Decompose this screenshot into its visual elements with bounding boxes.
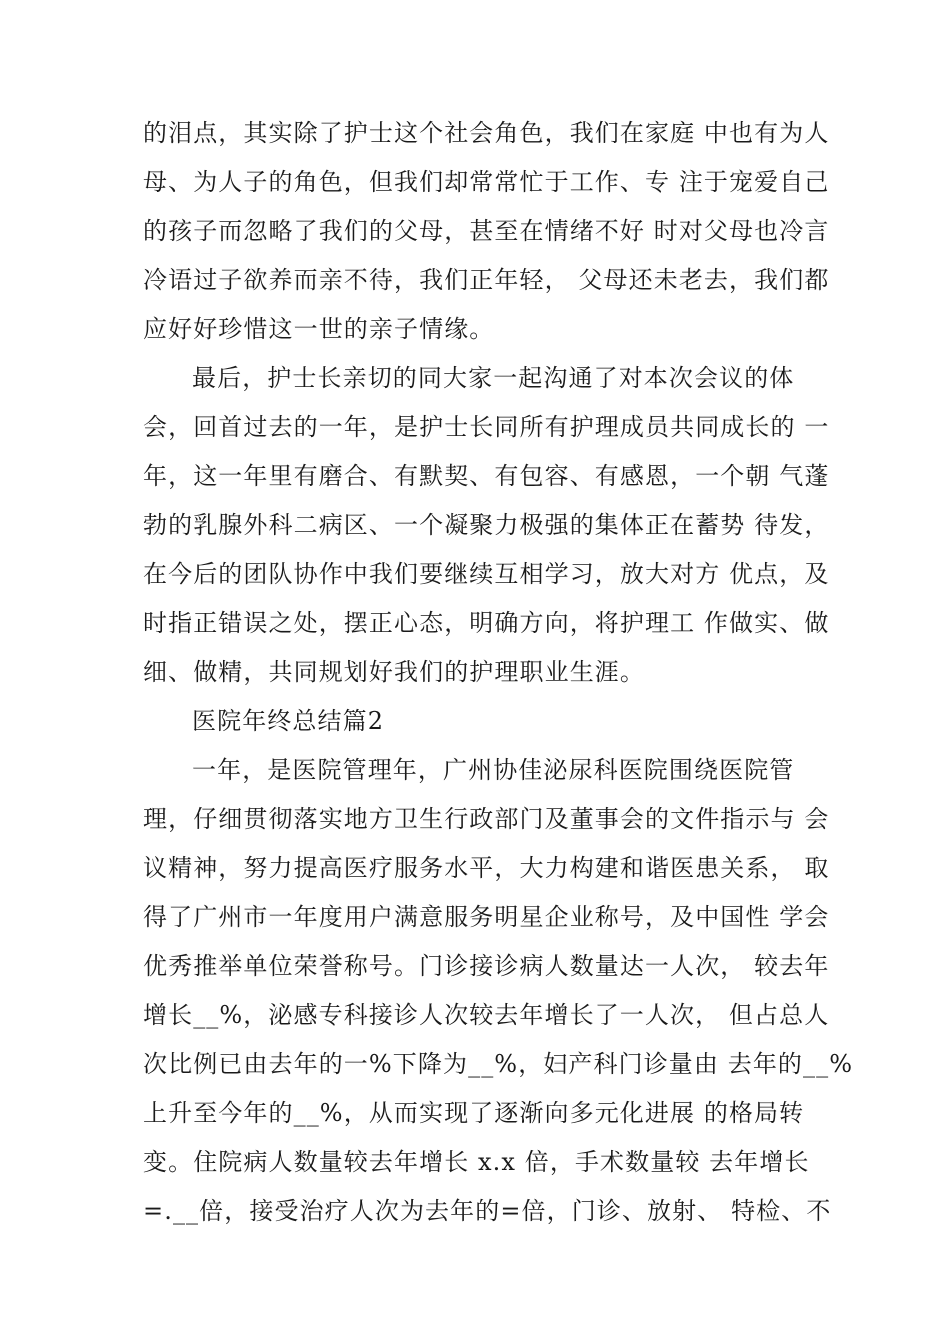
text-line: 细、做精，共同规划好我们的护理职业生涯。 (143, 658, 645, 686)
text-line: 勃的乳腺外科二病区、一个凝聚力极强的集体正在蓄势 待发， (143, 511, 830, 539)
text-line: 理，仔细贯彻落实地方卫生行政部门及董事会的文件指示与 会 (143, 805, 830, 833)
text-line: 应好好珍惜这一世的亲子情缘。 (143, 315, 495, 343)
text-line: 会，回首过去的一年，是护士长同所有护理成员共同成长的 一 (143, 413, 830, 441)
text-line: 时指正错误之处，摆正心态，明确方向，将护理工 作做实、做 (143, 609, 830, 637)
text-line: 次比例已由去年的一%下降为__%，妇产科门诊量由 去年的__% (143, 1050, 854, 1078)
text-line: 年，这一年里有磨合、有默契、有包容、有感恩，一个朝 气蓬 (143, 462, 830, 490)
text-line: 的孩子而忽略了我们的父母，甚至在情绪不好 时对父母也冷言 (143, 217, 830, 245)
text-line: 的泪点，其实除了护士这个社会角色，我们在家庭 中也有为人 (143, 119, 830, 147)
text-line: 上升至今年的__%，从而实现了逐渐向多元化进展 的格局转 (143, 1099, 805, 1127)
text-line: 优秀推举单位荣誉称号。门诊接诊病人数量达一人次， 较去年 (143, 952, 830, 980)
text-line: 变。住院病人数量较去年增长 x.x 倍，手术数量较 去年增长 (143, 1148, 810, 1176)
paragraph-start-line: 一年，是医院管理年，广州协佳泌尿科医院围绕医院管 (192, 756, 795, 784)
text-line: 议精神，努力提高医疗服务水平，大力构建和谐医患关系， 取 (143, 854, 830, 882)
text-line: 母、为人子的角色，但我们却常常忙于工作、专 注于宠爱自己 (143, 168, 830, 196)
text-line: 在今后的团队协作中我们要继续互相学习，放大对方 优点，及 (143, 560, 830, 588)
section-heading: 医院年终总结篇2 (192, 707, 385, 735)
text-line: 得了广州市一年度用户满意服务明星企业称号，及中国性 学会 (143, 903, 830, 931)
text-line: 增长__%，泌感专科接诊人次较去年增长了一人次， 但占总人 (143, 1001, 830, 1029)
paragraph-start-line: 最后，护士长亲切的同大家一起沟通了对本次会议的体 (192, 364, 795, 392)
text-line: =.__倍，接受治疗人次为去年的=倍，门诊、放射、 特检、不 (143, 1197, 832, 1225)
text-line: 冷语过子欲养而亲不待，我们正年轻， 父母还未老去，我们都 (143, 266, 830, 294)
